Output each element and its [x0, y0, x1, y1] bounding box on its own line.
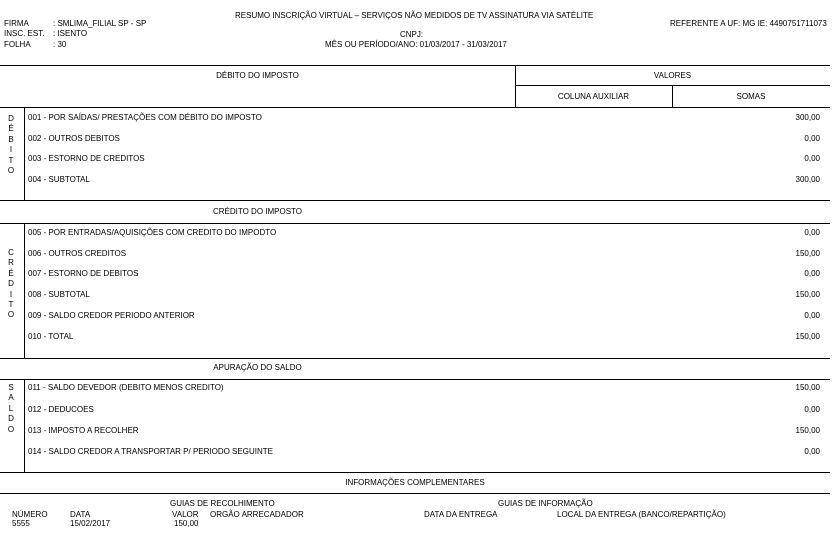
- row-004-value: 300,00: [795, 175, 820, 184]
- row-003-label: 003 - ESTORNO DE CREDITOS: [28, 154, 145, 163]
- row-002-label: 002 - OUTROS DEBITOS: [28, 134, 120, 143]
- row-012-value: 0,00: [804, 405, 820, 414]
- row-014-value: 0,00: [804, 447, 820, 456]
- somas-title: SOMAS: [736, 92, 766, 101]
- row-002-value: 0,00: [804, 134, 820, 143]
- info-top-rule: [0, 472, 830, 473]
- firma-value: : SMLIMA_FILIAL SP - SP: [53, 19, 147, 28]
- saldo-title-rule: [0, 379, 830, 380]
- saldo-side-label: S A L D O: [7, 383, 15, 434]
- debito-side-divider: [24, 107, 25, 200]
- col-orgao: ORGÃO ARRECADADOR: [210, 510, 304, 519]
- saldo-side-divider: [24, 379, 25, 472]
- row-008-label: 008 - SUBTOTAL: [28, 290, 90, 299]
- row-007-value: 0,00: [804, 269, 820, 278]
- row-001-value: 300,00: [795, 113, 820, 122]
- row-009-label: 009 - SALDO CREDOR PERIODO ANTERIOR: [28, 311, 195, 320]
- info-title: INFORMAÇÕES COMPLEMENTARES: [345, 478, 485, 487]
- row-005-value: 0,00: [804, 228, 820, 237]
- insc-label: INSC. EST.: [4, 29, 45, 38]
- coluna-auxiliar-title: COLUNA AUXILIAR: [557, 92, 630, 101]
- firma-label: FIRMA: [4, 19, 29, 28]
- row-valor: 150,00: [174, 519, 199, 528]
- periodo: MÊS OU PERÍODO/ANO: 01/03/2017 - 31/03/2017: [325, 40, 507, 49]
- row-numero: 5555: [12, 519, 30, 528]
- row-011-value: 150,00: [795, 383, 820, 392]
- row-005-label: 005 - POR ENTRADAS/AQUISIÇÕES COM CREDITO DO IMPODTO: [28, 228, 277, 237]
- col-data-entrega: DATA DA ENTREGA: [424, 510, 498, 519]
- guias-informacao-title: GUIAS DE INFORMAÇÃO: [498, 499, 593, 508]
- row-data: 15/02/2017: [70, 519, 111, 528]
- header-top-rule: [0, 65, 830, 66]
- row-013-value: 150,00: [795, 426, 820, 435]
- debito-side-label: D É B I T O: [7, 114, 15, 176]
- row-013-label: 013 - IMPOSTO A RECOLHER: [28, 426, 139, 435]
- credito-title-rule: [0, 223, 830, 224]
- credito-side-divider: [24, 223, 25, 358]
- row-001-label: 001 - POR SAÍDAS/ PRESTAÇÕES COM DÉBITO DO IMPOSTO: [28, 113, 262, 122]
- referente-uf: REFERENTE A UF: MG IE: 4490751711073: [670, 19, 827, 28]
- row-004-label: 004 - SUBTOTAL: [28, 175, 90, 184]
- row-012-label: 012 - DEDUCOES: [28, 405, 94, 414]
- row-008-value: 150,00: [795, 290, 820, 299]
- report-title: RESUMO INSCRIÇÃO VIRTUAL – SERVIÇOS NÃO MEDIDOS DE TV ASSINATURA VIA SATÉLITE: [235, 11, 594, 20]
- row-010-value: 150,00: [795, 332, 820, 341]
- row-006-value: 150,00: [795, 249, 820, 258]
- credito-side-label: C R É D I T O: [7, 248, 15, 320]
- folha-value: : 30: [53, 40, 67, 49]
- folha-label: FOLHA: [4, 40, 31, 49]
- row-003-value: 0,00: [804, 154, 820, 163]
- valores-title: VALORES: [653, 71, 692, 80]
- col-data: DATA: [70, 510, 91, 519]
- insc-value: : ISENTO: [53, 29, 88, 38]
- debito-title: DÉBITO DO IMPOSTO: [216, 71, 299, 80]
- cnpj-label: CNPJ:: [400, 30, 424, 39]
- col-numero: NÚMERO: [12, 510, 48, 519]
- guias-recolhimento-title: GUIAS DE RECOLHIMENTO: [170, 499, 275, 508]
- row-007-label: 007 - ESTORNO DE DEBITOS: [28, 269, 139, 278]
- row-010-label: 010 - TOTAL: [28, 332, 74, 341]
- credito-top-rule: [0, 200, 830, 201]
- saldo-top-rule: [0, 358, 830, 359]
- saldo-title: APURAÇÃO DO SALDO: [213, 363, 302, 372]
- credito-title: CRÉDITO DO IMPOSTO: [212, 207, 303, 216]
- row-006-label: 006 - OUTROS CREDITOS: [28, 249, 127, 258]
- header-bottom-rule: [0, 107, 830, 108]
- row-014-label: 014 - SALDO CREDOR A TRANSPORTAR P/ PERIODO SEGUINTE: [28, 447, 273, 456]
- info-title-rule: [0, 493, 830, 494]
- row-009-value: 0,00: [804, 311, 820, 320]
- col-local-entrega: LOCAL DA ENTREGA (BANCO/REPARTIÇÃO): [557, 510, 726, 519]
- row-011-label: 011 - SALDO DEVEDOR (DEBITO MENOS CREDITO): [28, 383, 224, 392]
- col-valor: VALOR: [172, 510, 199, 519]
